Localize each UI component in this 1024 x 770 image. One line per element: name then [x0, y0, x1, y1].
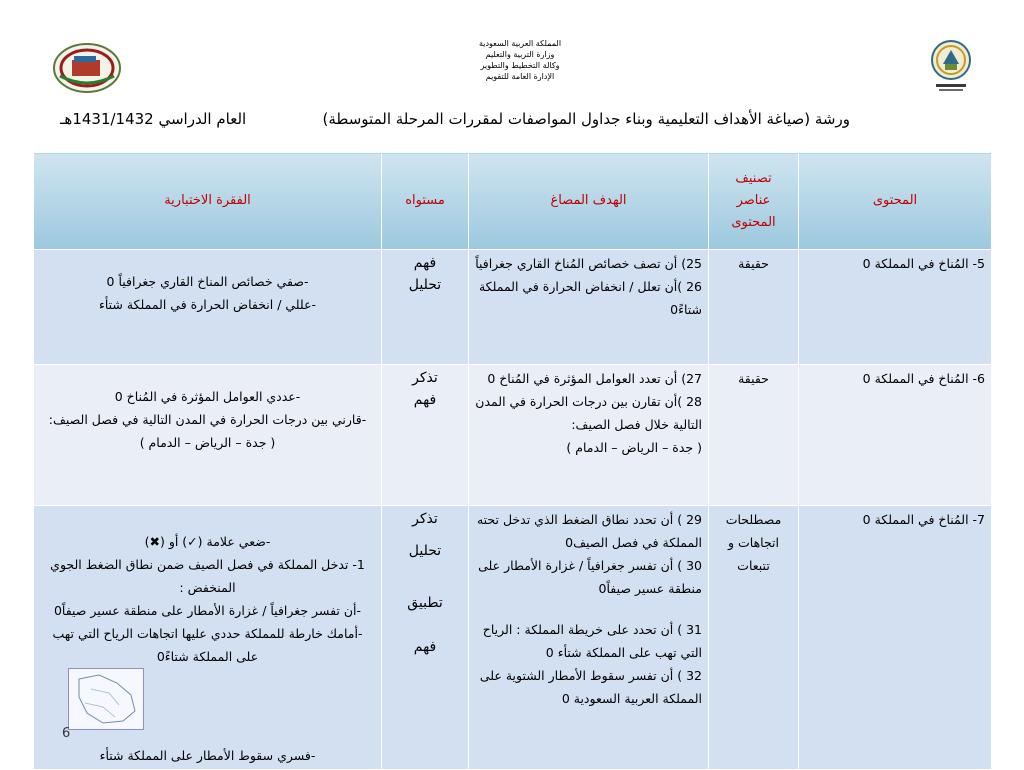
- cell-content: 7- المُناخ في المملكة 0: [799, 506, 992, 770]
- academic-year: العام الدراسي 1431/1432هـ: [60, 110, 247, 128]
- level-text: تذكر: [412, 511, 438, 527]
- cell-test-item: [34, 506, 382, 770]
- specification-table: [33, 152, 992, 770]
- level-text: تذكر: [412, 370, 438, 386]
- test-item-text: -عللي / انخفاض الحرارة في المملكة شتأء: [98, 297, 317, 312]
- test-item-text: -صفي خصائص المناخ القاري جغرافياً 0: [106, 274, 309, 289]
- cell-classification: مصطلحات اتجاهات و تتبعات: [709, 506, 799, 770]
- ministry-logo: [930, 38, 972, 94]
- cell-test-item: [34, 250, 382, 365]
- header-test-item: الفقرة الاختبارية: [34, 153, 382, 250]
- test-item-text: -ضعي علامة (✓) أو (✖): [144, 534, 271, 549]
- evaluation-logo: [52, 42, 122, 94]
- goal-text: 30 ) أن تفسر جغرافياً / غزارة الأمطار على منطقة عسير صيفاً0: [478, 558, 702, 596]
- org-line: وكالة التخطيط والتطوير: [480, 61, 560, 70]
- cell-level: [382, 506, 469, 770]
- cell-classification: حقيقة: [709, 250, 799, 365]
- goal-text: 32 ) أن تفسر سقوط الأمطار الشتوية على المملكة العربية السعودية 0: [479, 668, 702, 706]
- cell-goal: [469, 506, 709, 770]
- org-line: الإدارة العامة للتقويم: [485, 72, 555, 81]
- level-text: فهم: [413, 392, 437, 408]
- org-line: المملكة العربية السعودية: [478, 39, 562, 48]
- cell-test-item: [34, 365, 382, 506]
- header-level: مستواه: [382, 153, 469, 250]
- cell-goal: [469, 250, 709, 365]
- level-text: فهم: [413, 639, 437, 655]
- table-row: [34, 250, 992, 365]
- organization-block: [440, 38, 600, 82]
- table-row: [34, 365, 992, 506]
- table-header-row: [34, 153, 992, 250]
- goal-text: 29 ) أن تحدد نطاق الضغط الذي تدخل تحته المملكة في فصل الصيف0: [476, 512, 702, 550]
- test-item-text: -قارني بين درجات الحرارة في المدن التالية في فصل الصيف:: [48, 412, 367, 427]
- page-number: 6: [62, 726, 71, 741]
- test-item-text: -أمامك خارطة للمملكة حددي عليها اتجاهات الرياح التي تهب على المملكة شتاءً0: [52, 626, 363, 664]
- test-item-text: 1- تدخل المملكة في فصل الصيف ضمن نطاق الضغط الجوي المنخفض :: [50, 557, 365, 595]
- cell-content: 6- المُناخ في المملكة 0: [799, 365, 992, 506]
- table-row: [34, 506, 992, 770]
- header-content: المحتوى: [799, 153, 992, 250]
- cell-goal: [469, 365, 709, 506]
- level-text: تحليل: [408, 277, 442, 293]
- goal-text: 27) أن تعدد العوامل المؤثرة في المُناخ 0: [487, 371, 702, 386]
- header-classification: تصنيف عناصر المحتوى: [709, 153, 799, 250]
- goal-text: 28 )أن تقارن بين درجات الحرارة في المدن التالية خلال فصل الصيف:: [475, 394, 702, 432]
- cell-level: [382, 365, 469, 506]
- org-line: وزارة التربية والتعليم: [485, 50, 555, 59]
- test-item-text: -أن تفسر جغرافياً / غزارة الأمطار على منطقة عسير صيفاً0: [53, 603, 362, 618]
- test-item-text: -عددي العوامل المؤثرة في المُناخ 0: [114, 389, 301, 404]
- cell-content: 5- المُناخ في المملكة 0: [799, 250, 992, 365]
- level-text: تحليل: [408, 543, 442, 559]
- test-item-text: ( جدة – الرياض – الدمام ): [139, 435, 276, 450]
- header-goal: الهدف المصاغ: [469, 153, 709, 250]
- test-item-text: -فسري سقوط الأمطار على المملكة شتأء: [99, 748, 316, 763]
- cell-level: [382, 250, 469, 365]
- workshop-title: ورشة (صياغة الأهداف التعليمية وبناء جداول المواصفات لمقررات المرحلة المتوسطة): [322, 110, 850, 128]
- level-text: فهم: [413, 255, 437, 271]
- level-text: تطبيق: [407, 595, 443, 611]
- goal-text: ( جدة – الرياض – الدمام ): [566, 440, 702, 455]
- goal-text: 25) أن تصف خصائص المُناخ القاري جغرافياً: [475, 256, 702, 271]
- goal-text: 26 )أن تعلل / انخفاض الحرارة في المملكة شتاءً0: [478, 279, 702, 317]
- saudi-map-image: [68, 668, 144, 730]
- goal-text: 31 ) أن تحدد على خريطة المملكة : الرياح التي تهب على المملكة شتأء 0: [482, 622, 702, 660]
- cell-classification: حقيقة: [709, 365, 799, 506]
